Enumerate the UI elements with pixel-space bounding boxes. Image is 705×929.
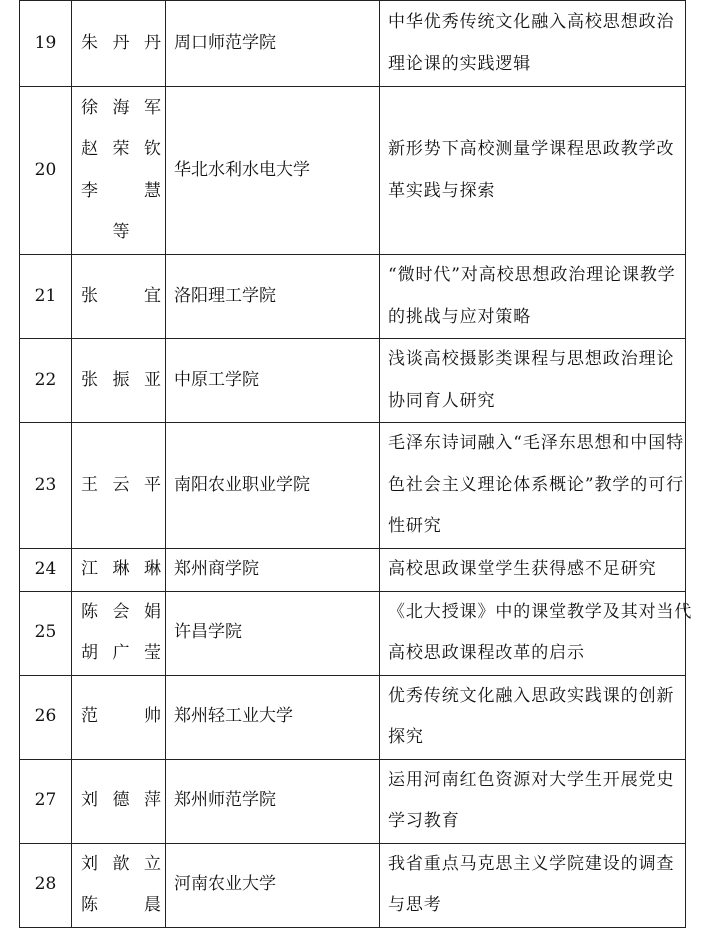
author-name: 刘歆立	[81, 853, 161, 874]
title-line: “微时代”对高校思想政治理论课教学	[388, 265, 676, 285]
title-line: 高校思政课程改革的启示	[388, 643, 585, 663]
title-line: 优秀传统文化融入思政实践课的创新	[388, 685, 675, 706]
table-row	[20, 1, 686, 87]
row-number: 22	[20, 339, 72, 423]
title-cell	[380, 87, 686, 255]
title-cell	[380, 549, 686, 592]
author-name: 刘德萍	[81, 790, 161, 811]
title-line: 性研究	[388, 516, 442, 537]
unit-cell: 华北水利水电大学	[166, 87, 380, 255]
title-line: 浅谈高校摄影类课程与思想政治理论	[388, 349, 675, 369]
author-cell	[72, 843, 166, 927]
author-cell	[72, 339, 166, 423]
title-line: 毛泽东诗词融入“毛泽东思想和中国特	[388, 433, 684, 454]
row-number: 23	[20, 423, 72, 549]
title-line: 《北大授课》中的课堂教学及其对当代	[388, 601, 693, 622]
author-name: 陈 晨	[81, 895, 161, 915]
author-cell	[72, 759, 166, 843]
author-name: 范 帅	[81, 706, 161, 727]
author-name: 徐海军	[81, 97, 161, 118]
title-line: 理论课的实践逻辑	[388, 53, 532, 74]
table-row	[20, 549, 686, 592]
table-row	[20, 759, 686, 843]
author-name: 等	[112, 222, 130, 242]
unit-cell: 郑州轻工业大学	[166, 675, 380, 759]
title-line: 的挑战与应对策略	[388, 306, 532, 327]
unit-cell: 河南农业大学	[166, 843, 380, 927]
author-name: 胡广莹	[81, 643, 161, 663]
award-list-table	[19, 0, 693, 928]
author-cell	[72, 549, 166, 592]
author-name: 李 慧	[81, 180, 161, 201]
row-number: 24	[20, 549, 72, 592]
author-cell	[72, 675, 166, 759]
author-name: 张 宜	[81, 285, 161, 306]
author-name: 王云平	[81, 474, 161, 495]
row-number: 21	[20, 255, 72, 339]
unit-cell: 郑州师范学院	[166, 759, 380, 843]
row-number: 25	[20, 591, 72, 675]
unit-cell: 南阳农业职业学院	[166, 423, 380, 549]
unit-cell: 洛阳理工学院	[166, 255, 380, 339]
table-row	[20, 843, 686, 927]
row-number: 19	[20, 1, 72, 87]
title-line: 学习教育	[388, 811, 460, 831]
unit-cell: 郑州商学院	[166, 549, 380, 592]
row-number: 20	[20, 87, 72, 255]
author-cell	[72, 591, 166, 675]
author-cell	[72, 255, 166, 339]
author-cell	[72, 1, 166, 87]
title-line: 高校思政课堂学生获得感不足研究	[388, 559, 657, 579]
unit-cell: 周口师范学院	[166, 1, 380, 87]
title-cell	[380, 423, 686, 549]
author-name: 张振亚	[81, 369, 161, 390]
table-row	[20, 591, 686, 675]
unit-cell: 许昌学院	[166, 591, 380, 675]
title-line: 革实践与探索	[388, 180, 496, 201]
title-cell	[380, 255, 686, 339]
title-line: 新形势下高校测量学课程思政教学改	[388, 139, 675, 159]
table-row	[20, 255, 686, 339]
table-row	[20, 675, 686, 759]
author-name: 江琳琳	[81, 559, 161, 579]
title-line: 探究	[388, 727, 424, 747]
title-cell	[380, 759, 686, 843]
table-row	[20, 339, 686, 423]
author-name: 陈会娟	[81, 601, 161, 622]
author-name: 朱丹丹	[81, 32, 161, 53]
row-number: 28	[20, 843, 72, 927]
row-number: 27	[20, 759, 72, 843]
author-cell	[72, 423, 166, 549]
title-cell	[380, 843, 686, 927]
title-line: 运用河南红色资源对大学生开展党史	[388, 769, 675, 790]
title-cell	[380, 339, 686, 423]
author-name: 赵荣钦	[81, 139, 161, 159]
table-row	[20, 423, 686, 549]
title-cell	[380, 1, 686, 87]
title-line: 我省重点马克思主义学院建设的调查	[388, 853, 675, 874]
title-cell	[380, 591, 693, 675]
title-line: 与思考	[388, 895, 442, 915]
title-line: 协同育人研究	[388, 390, 496, 411]
title-cell	[380, 675, 686, 759]
author-cell	[72, 87, 166, 255]
title-line: 中华优秀传统文化融入高校思想政治	[388, 12, 675, 32]
title-line: 色社会主义理论体系概论”教学的可行	[388, 474, 684, 495]
table-row	[20, 87, 686, 255]
unit-cell: 中原工学院	[166, 339, 380, 423]
row-number: 26	[20, 675, 72, 759]
